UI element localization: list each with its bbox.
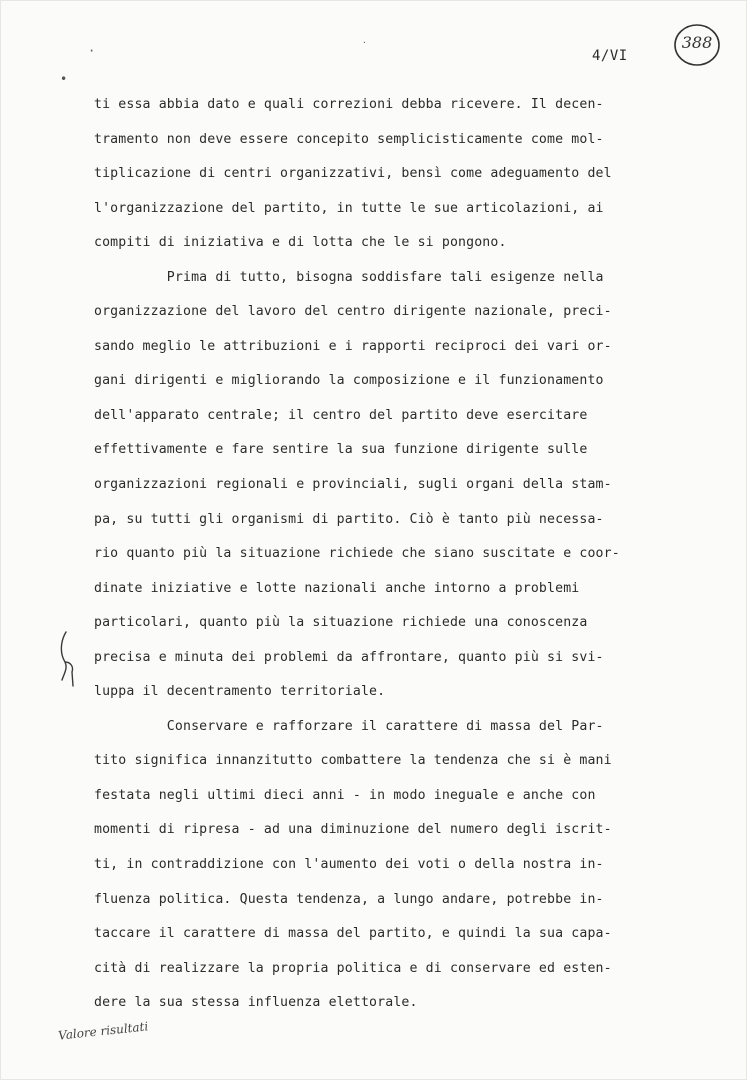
- text-line: tiplicazione di centri organizzativi, bensì come adeguamento del: [94, 166, 612, 182]
- ink-speck: ·: [362, 38, 367, 47]
- text-line: tito significa innanzitutto combattere la tendenza che si è mani: [94, 753, 612, 769]
- ink-speck: •: [60, 72, 68, 86]
- handwritten-bracket-icon: [56, 628, 86, 688]
- page-number: 4/VI: [592, 48, 628, 64]
- text-line: festata negli ultimi dieci anni - in modo ineguale e anche con: [94, 787, 596, 803]
- text-line: taccare il carattere di massa del partito, e quindi la sua capa-: [94, 926, 612, 942]
- text-line: effettivamente e fare sentire la sua funzione dirigente sulle: [94, 442, 588, 458]
- text-line: l'organizzazione del partito, in tutte le sue articolazioni, ai: [94, 200, 604, 216]
- text-line: momenti di ripresa - ad una diminuzione del numero degli iscrit-: [94, 822, 612, 838]
- text-line: tramento non deve essere concepito semplicisticamente come mol-: [94, 131, 604, 147]
- text-line: compiti di iniziativa e di lotta che le si pongono.: [94, 235, 507, 251]
- text-line: dinate iniziative e lotte nazionali anche intorno a problemi: [94, 580, 580, 596]
- text-line: pa, su tutti gli organismi di partito. Ciò è tanto più necessa-: [94, 511, 604, 527]
- text-line: ti, in contraddizione con l'aumento dei voti o della nostra in-: [94, 857, 604, 873]
- stamp-number: 388: [681, 33, 713, 52]
- handwritten-note: Valore risultati: [57, 1019, 149, 1043]
- text-line: organizzazione del lavoro del centro dirigente nazionale, preci-: [94, 304, 612, 320]
- text-line: gani dirigenti e migliorando la composizione e il funzionamento: [94, 373, 604, 389]
- text-line: dell'apparato centrale; il centro del partito deve esercitare: [94, 407, 588, 423]
- text-line: sando meglio le attribuzioni e i rapporti reciproci dei vari or-: [94, 338, 612, 354]
- text-line: particolari, quanto più la situazione richiede una conoscenza: [94, 615, 588, 631]
- text-line: cità di realizzare la propria politica e di conservare ed esten-: [94, 960, 612, 976]
- ink-speck: ·: [88, 44, 96, 58]
- text-line: fluenza politica. Questa tendenza, a lungo andare, potrebbe in-: [94, 891, 604, 907]
- text-line: organizzazioni regionali e provinciali, sugli organi della stam-: [94, 477, 612, 493]
- text-line: luppa il decentramento territoriale.: [94, 684, 386, 700]
- text-line: Prima di tutto, bisogna soddisfare tali esigenze nella: [94, 269, 604, 285]
- text-line: dere la sua stessa influenza elettorale.: [94, 995, 418, 1011]
- archive-stamp: [672, 22, 722, 68]
- margin-bracket-mark: [56, 628, 86, 688]
- text-line: precisa e minuta dei problemi da affrontare, quanto più si svi-: [94, 649, 604, 665]
- text-line: ti essa abbia dato e quali correzioni debba ricevere. Il decen-: [94, 97, 604, 112]
- text-line: rio quanto più la situazione richiede che siano suscitate e coor-: [94, 546, 620, 562]
- text-line: Conservare e rafforzare il carattere di massa del Par-: [94, 718, 604, 734]
- typed-text-body: [94, 88, 654, 1021]
